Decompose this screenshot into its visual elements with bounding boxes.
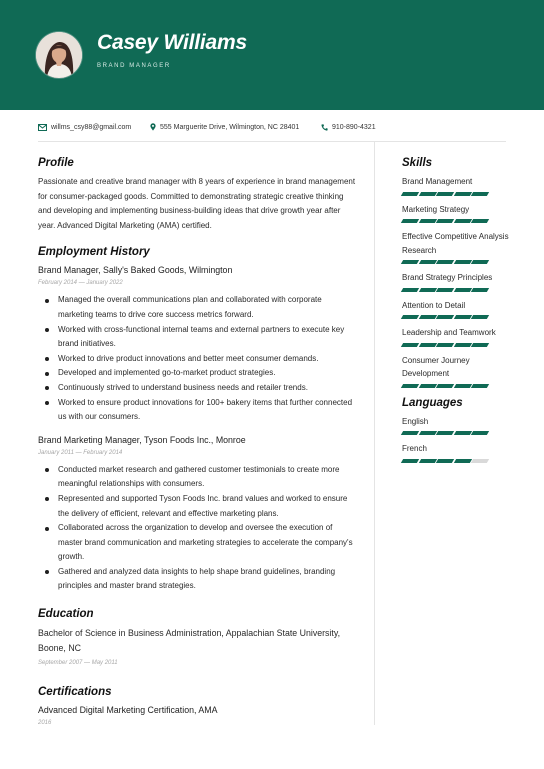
level-segment [401, 315, 419, 319]
skill-label: French [402, 444, 427, 453]
profile-text: Passionate and creative brand manager with 8 years of experience in brand management for consumer-packaged goods. Committed to demonstrating strategic creative thinking and developing and implementing business-building ideas that drive growth year after year. Advanced Digital Marketing (AMA) certified. [38, 177, 356, 230]
level-segment [401, 343, 419, 347]
avatar [36, 32, 82, 78]
job-title-line: Brand Marketing Manager, Tyson Foods Inc., Monroe [38, 434, 246, 445]
level-segment [471, 431, 489, 435]
contact-phone[interactable] [321, 121, 376, 133]
level-bar [402, 288, 512, 292]
list-item: Worked to ensure product innovations for 100+ bakery items that further connected us with our consumers. [58, 396, 356, 425]
level-segment [436, 384, 454, 388]
contact-email[interactable] [38, 121, 131, 133]
skill-label: Consumer Journey Development [402, 355, 470, 378]
contact-phone-text: 910-890-4321 [332, 123, 376, 131]
education-degree: Bachelor of Science in Business Administration, Appalachian State University, Boone, NC [38, 628, 341, 654]
education-section [38, 607, 356, 667]
level-segment [436, 192, 454, 196]
skills-section [402, 156, 512, 388]
certifications-heading: Certifications [38, 686, 112, 699]
contact-divider [38, 141, 506, 142]
level-segment [418, 219, 436, 223]
level-segment [401, 431, 419, 435]
level-segment [418, 260, 436, 264]
level-segment [436, 315, 454, 319]
level-segment [471, 343, 489, 347]
level-segment [401, 219, 419, 223]
skill-label: Marketing Strategy [402, 204, 470, 214]
certifications-section [38, 685, 356, 727]
level-bar [402, 459, 512, 463]
level-segment [471, 459, 489, 463]
level-segment [453, 384, 471, 388]
job-entry [38, 264, 356, 424]
list-item: Worked with cross-functional internal teams and external partners to execute key brand initiatives. [58, 323, 356, 352]
job-title: BRAND MANAGER [97, 63, 171, 69]
candidate-name: Casey Williams [97, 31, 247, 54]
job-bullets [38, 463, 356, 594]
header-banner [0, 0, 544, 110]
level-segment [401, 192, 419, 196]
contact-address-text: 555 Marguerite Drive, Wilmington, NC 28401 [160, 123, 300, 131]
level-segment [436, 288, 454, 292]
phone-icon [321, 124, 328, 131]
level-segment [436, 260, 454, 264]
contact-email-text: willms_csy88@gmail.com [51, 123, 132, 131]
skill-label: Effective Competitive Analysis Research [402, 232, 509, 255]
level-segment [453, 219, 471, 223]
level-segment [471, 192, 489, 196]
job-entry [38, 434, 356, 594]
level-segment [436, 459, 454, 463]
list-item: Represented and supported Tyson Foods Inc. brand values and worked to ensure the delivery of efficient, relevant and effective marketing plans. [58, 492, 356, 521]
level-segment [436, 219, 454, 223]
level-segment [453, 315, 471, 319]
job-dates: February 2014 — January 2022 [38, 280, 123, 287]
languages-list [402, 415, 512, 463]
side-column [402, 156, 512, 470]
contact-address [150, 121, 299, 133]
list-item: Worked to drive product innovations and better meet consumer demands. [58, 352, 356, 367]
languages-section [402, 396, 512, 463]
level-segment [401, 384, 419, 388]
level-segment [401, 459, 419, 463]
job-dates: January 2011 — February 2014 [38, 449, 123, 456]
level-segment [471, 260, 489, 264]
skills-list [402, 175, 512, 388]
envelope-icon [38, 124, 47, 131]
employment-heading: Employment History [38, 246, 150, 259]
certification-year: 2016 [38, 720, 52, 727]
level-bar [402, 219, 512, 223]
profile-photo [36, 32, 82, 78]
level-bar [402, 431, 512, 435]
level-segment [418, 384, 436, 388]
list-item: Conducted market research and gathered customer testimonials to create more meaningful relationships with consumers. [58, 463, 356, 492]
job-title-line: Brand Manager, Sally's Baked Goods, Wilmington [38, 265, 233, 276]
list-item: Collaborated across the organization to develop and oversee the execution of master brand communication and marketing strategies to accelerate the company's growth. [58, 521, 356, 565]
level-bar [402, 343, 512, 347]
level-segment [418, 459, 436, 463]
level-segment [418, 431, 436, 435]
education-dates: September 2007 — May 2011 [38, 660, 118, 667]
list-item: Gathered and analyzed data insights to help shape brand guidelines, branding principles and master brand strategies. [58, 565, 356, 594]
skill-label: Brand Management [402, 177, 473, 186]
certification-name: Advanced Digital Marketing Certification, AMA [38, 705, 218, 716]
level-segment [471, 315, 489, 319]
main-column [38, 156, 356, 733]
level-segment [418, 192, 436, 196]
list-item: Managed the overall communications plan and collaborated with corporate marketing teams to drive core success metrics forward. [58, 293, 356, 322]
languages-heading: Languages [402, 396, 463, 409]
level-segment [453, 459, 471, 463]
level-segment [453, 343, 471, 347]
level-bar [402, 315, 512, 319]
list-item: Developed and implemented go-to-market product strategies. [58, 366, 356, 381]
level-segment [471, 219, 489, 223]
level-segment [471, 288, 489, 292]
level-segment [436, 431, 454, 435]
level-segment [418, 288, 436, 292]
level-bar [402, 384, 512, 388]
level-segment [418, 343, 436, 347]
level-segment [418, 315, 436, 319]
level-segment [471, 384, 489, 388]
map-pin-icon [150, 123, 156, 131]
profile-heading: Profile [38, 157, 74, 169]
education-heading: Education [38, 608, 94, 621]
level-segment [453, 192, 471, 196]
level-segment [453, 431, 471, 435]
level-segment [401, 260, 419, 264]
level-segment [436, 343, 454, 347]
skill-label: English [402, 416, 429, 426]
skill-label: Brand Strategy Principles [402, 273, 493, 282]
skills-heading: Skills [402, 157, 433, 169]
level-bar [402, 260, 512, 264]
list-item: Continuously strived to understand business needs and retailer trends. [58, 381, 356, 396]
profile-section [38, 156, 356, 233]
level-bar [402, 192, 512, 196]
skill-label: Leadership and Teamwork [402, 328, 496, 337]
job-bullets [38, 293, 356, 424]
column-divider [374, 142, 375, 725]
level-segment [401, 288, 419, 292]
skill-label: Attention to Detail [402, 300, 466, 310]
level-segment [453, 288, 471, 292]
employment-section [38, 245, 356, 594]
level-segment [453, 260, 471, 264]
